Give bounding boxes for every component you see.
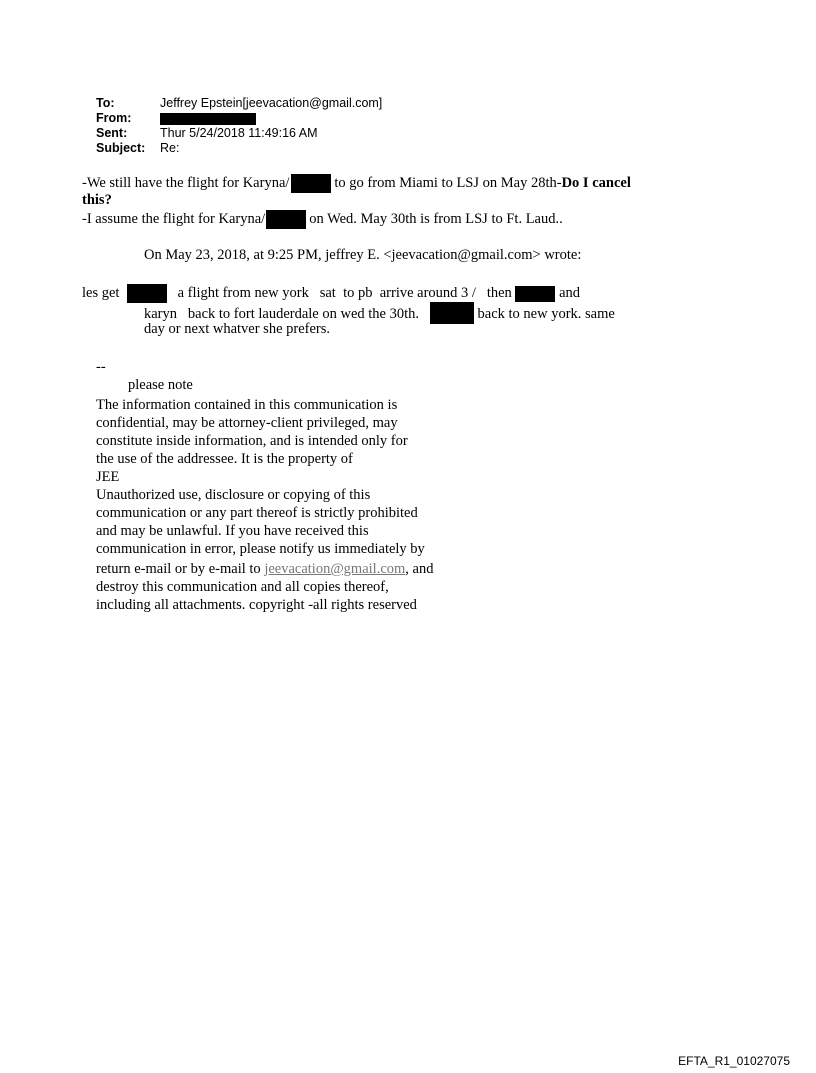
disclaimer-line: The information contained in this communication is bbox=[96, 397, 398, 413]
body-text: karyn back to fort lauderdale on wed the 30th. bbox=[144, 306, 420, 322]
body-line-1 bbox=[82, 174, 631, 193]
quote-line-3: day or next whatver she prefers. bbox=[144, 321, 331, 337]
body-text: , and bbox=[405, 561, 434, 577]
body-text: les get bbox=[82, 285, 120, 301]
body-text: on Wed. May 30th is from LSJ to Ft. Laud.. bbox=[309, 211, 563, 227]
signature-dashes: -- bbox=[96, 359, 106, 375]
quote-line-1 bbox=[82, 284, 580, 303]
disclaimer-line: Unauthorized use, disclosure or copying of this bbox=[96, 487, 371, 503]
signature-note: please note bbox=[128, 377, 193, 393]
body-line-2: this? bbox=[82, 192, 112, 208]
redaction-block bbox=[291, 174, 331, 193]
subject-value: Re: bbox=[160, 141, 180, 155]
quote-intro: On May 23, 2018, at 9:25 PM, jeffrey E. <jeevacation@gmail.com> wrote: bbox=[144, 247, 582, 263]
disclaimer-line: communication or any part thereof is strictly prohibited bbox=[96, 505, 418, 521]
body-text: and bbox=[559, 285, 580, 301]
redaction-block bbox=[266, 210, 306, 229]
body-text: -We still have the flight for Karyna/ bbox=[82, 175, 290, 191]
to-label: To: bbox=[96, 96, 115, 110]
from-row bbox=[96, 111, 382, 126]
body-text: to go from Miami to LSJ on May 28th- bbox=[334, 175, 562, 191]
disclaimer-line: the use of the addressee. It is the property of bbox=[96, 451, 353, 467]
sent-label: Sent: bbox=[96, 126, 128, 140]
to-row bbox=[96, 96, 382, 111]
email-header bbox=[96, 96, 382, 156]
redaction-block bbox=[430, 302, 474, 324]
disclaimer-line: constitute inside information, and is intended only for bbox=[96, 433, 408, 449]
body-line-3 bbox=[82, 210, 563, 229]
disclaimer-line: and may be unlawful. If you have received this bbox=[96, 523, 369, 539]
subject-row bbox=[96, 141, 382, 156]
redaction-block bbox=[160, 113, 256, 125]
disclaimer-return-line bbox=[96, 560, 433, 578]
disclaimer-line: including all attachments. copyright -all rights reserved bbox=[96, 597, 417, 613]
redaction-block bbox=[515, 286, 555, 302]
body-bold-text: Do I cancel bbox=[561, 175, 631, 191]
disclaimer-line: destroy this communication and all copies thereof, bbox=[96, 579, 389, 595]
body-text: return e-mail or by e-mail to bbox=[96, 561, 265, 577]
email-link[interactable]: jeevacation@gmail.com bbox=[264, 561, 406, 577]
sent-row bbox=[96, 126, 382, 141]
to-value: Jeffrey Epstein[jeevacation@gmail.com] bbox=[160, 96, 383, 110]
document-id: EFTA_R1_01027075 bbox=[678, 1054, 790, 1068]
sent-value: Thur 5/24/2018 11:49:16 AM bbox=[160, 126, 318, 140]
body-text: back to new york. same bbox=[477, 306, 615, 322]
subject-label: Subject: bbox=[96, 141, 146, 155]
from-label: From: bbox=[96, 111, 132, 125]
body-text: a flight from new york sat to pb arrive around 3 / then bbox=[177, 285, 512, 301]
disclaimer-line: JEE bbox=[96, 469, 120, 485]
redaction-block bbox=[127, 284, 167, 303]
body-text: -I assume the flight for Karyna/ bbox=[82, 211, 266, 227]
disclaimer-line: communication in error, please notify us immediately by bbox=[96, 541, 425, 557]
disclaimer-line: confidential, may be attorney-client privileged, may bbox=[96, 415, 398, 431]
